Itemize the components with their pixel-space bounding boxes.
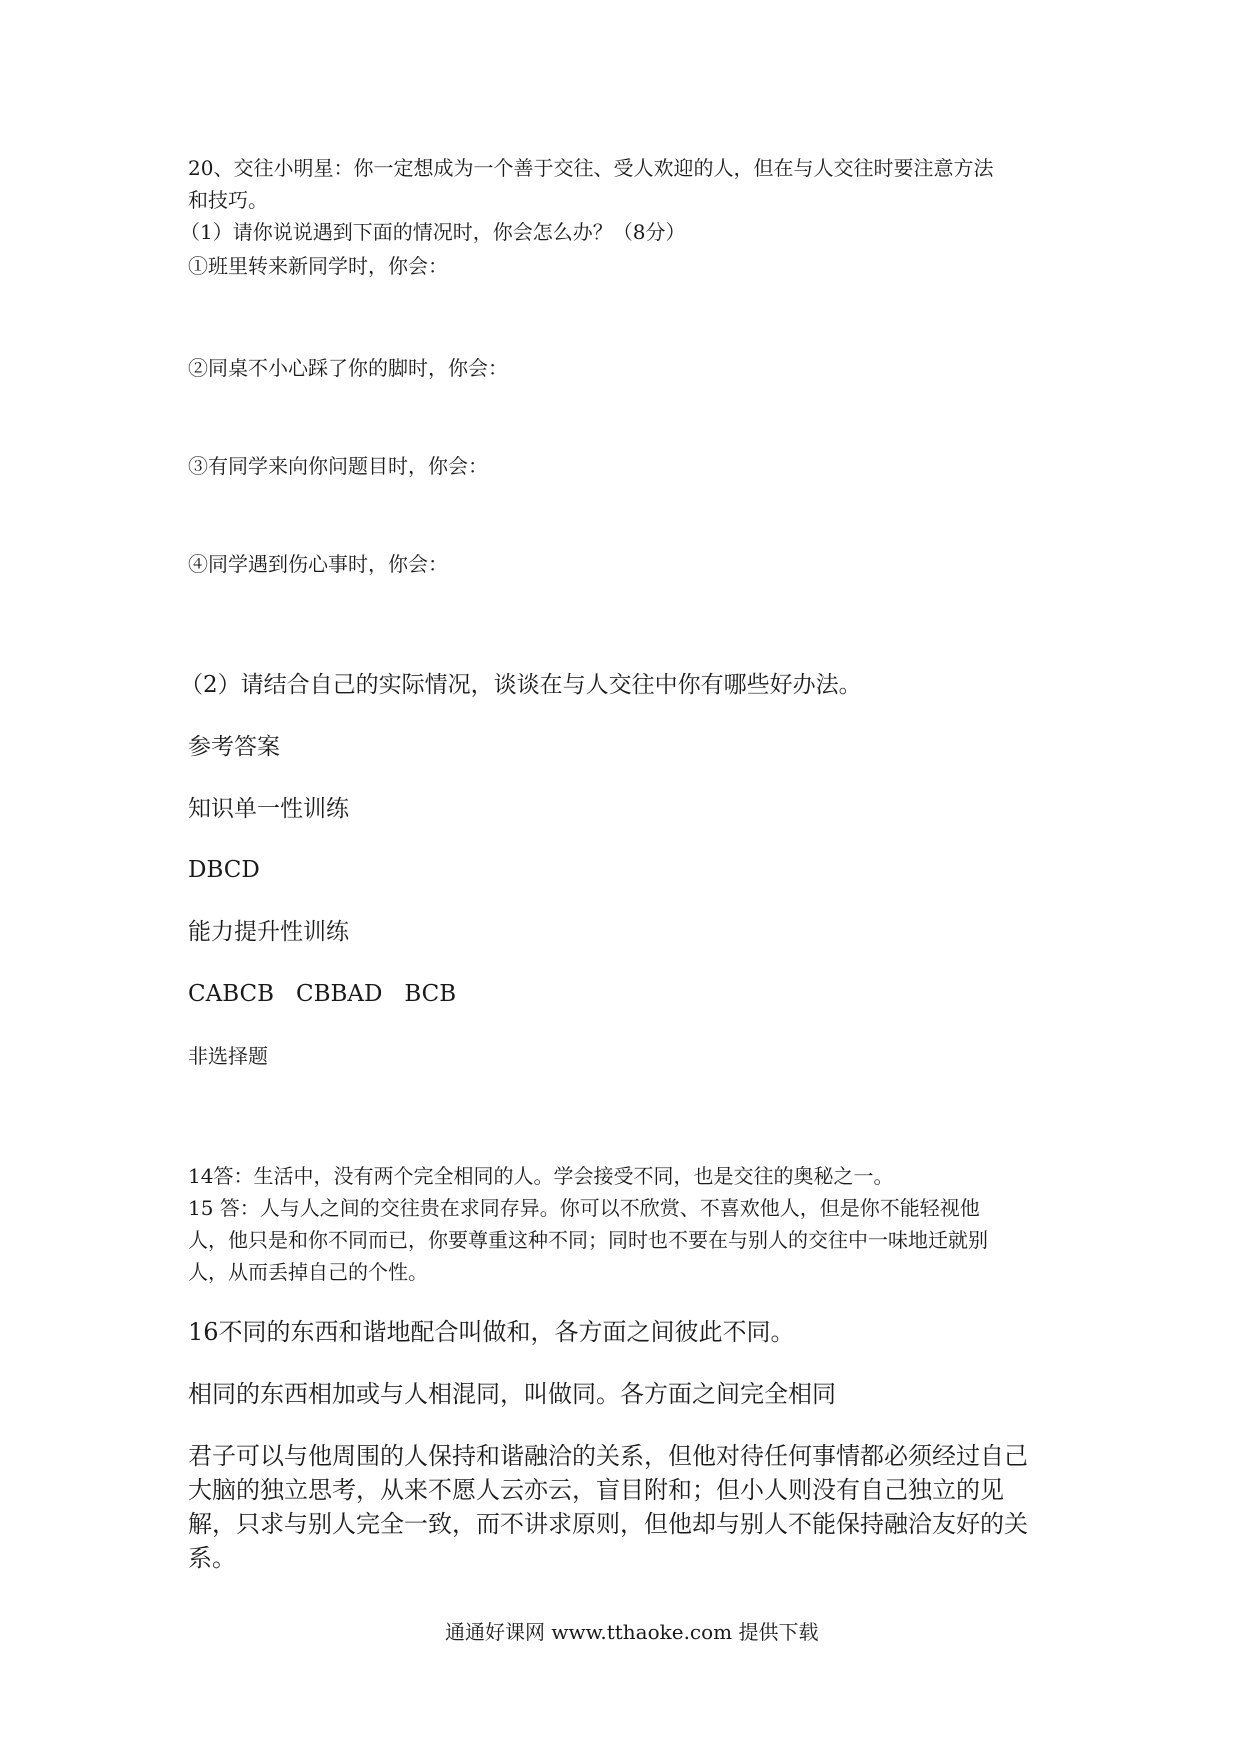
section-knowledge-title: 知识单一性训练 bbox=[188, 796, 349, 822]
answer-15-line2: 人，他只是和你不同而已，你要尊重这种不同；同时也不要在与别人的交往中一味地迁就别 bbox=[188, 1228, 988, 1252]
answer-16-para-line2: 大脑的独立思考，从来不愿人云亦云，盲目附和；但小人则没有自己独立的见 bbox=[188, 1476, 1004, 1504]
answer-15-line3: 人，从而丢掉自己的个性。 bbox=[188, 1260, 428, 1284]
answers-heading: 参考答案 bbox=[188, 734, 280, 760]
answer-15-line1: 15 答：人与人之间的交往贵在求同存异。你可以不欣赏、不喜欢他人，但是你不能轻视他 bbox=[188, 1196, 980, 1220]
section-knowledge-answers: DBCD bbox=[188, 857, 260, 883]
question-20-intro-line2: 和技巧。 bbox=[188, 188, 268, 212]
question-20-item-4: ④同学遇到伤心事时，你会： bbox=[188, 552, 448, 576]
question-20-item-2: ②同桌不小心踩了你的脚时，你会： bbox=[188, 356, 508, 380]
answer-16-para-line4: 系。 bbox=[188, 1544, 236, 1572]
answer-16-para-line1: 君子可以与他周围的人保持和谐融洽的关系，但他对待任何事情都必须经过自己 bbox=[188, 1442, 1028, 1470]
question-20-item-1: ①班里转来新同学时，你会： bbox=[188, 254, 448, 278]
page-footer: 通通好课网 www.tthaoke.com 提供下载 bbox=[445, 1620, 819, 1644]
answer-14: 14答：生活中，没有两个完全相同的人。学会接受不同，也是交往的奥秘之一。 bbox=[188, 1164, 894, 1188]
section-ability-title: 能力提升性训练 bbox=[188, 919, 349, 945]
answer-16-line2: 相同的东西相加或与人相混同，叫做同。各方面之间完全相同 bbox=[188, 1380, 836, 1408]
answer-16-line1: 16不同的东西和谐地配合叫做和，各方面之间彼此不同。 bbox=[188, 1318, 795, 1346]
section-nonchoice-title: 非选择题 bbox=[188, 1044, 268, 1068]
question-20-intro-line1: 20、交往小明星：你一定想成为一个善于交往、受人欢迎的人，但在与人交往时要注意方法 bbox=[188, 156, 994, 180]
question-20-item-3: ③有同学来向你问题目时，你会： bbox=[188, 454, 488, 478]
question-20-part1: （1）请你说说遇到下面的情况时，你会怎么办？（8分） bbox=[180, 220, 686, 244]
section-ability-answers: CABCB CBBAD BCB bbox=[188, 981, 457, 1007]
question-20-part2: （2）请结合自己的实际情况，谈谈在与人交往中你有哪些好办法。 bbox=[180, 672, 862, 698]
answer-16-para-line3: 解，只求与别人完全一致，而不讲求原则，但他却与别人不能保持融洽友好的关 bbox=[188, 1510, 1028, 1538]
